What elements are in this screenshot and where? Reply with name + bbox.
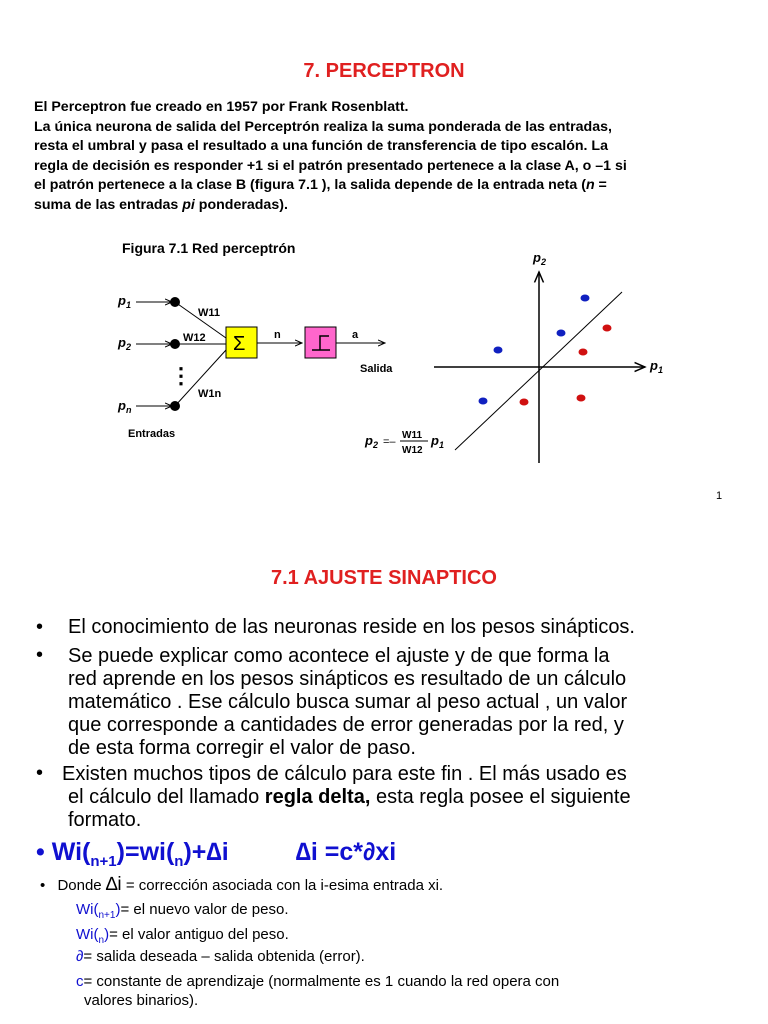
bullet-icon: • <box>36 644 44 666</box>
svg-text:p2: $p_2$ <box>365 433 378 450</box>
definition-new-weight: $Wi(_{n+1})=$ el nuevo valor de peso. <box>76 901 289 921</box>
output-label: Salida <box>360 363 393 375</box>
boundary-equation <box>364 430 444 456</box>
bullet-text-line: Existen muchos tipos de cálculo para este fin . El más usado es <box>62 763 627 785</box>
net-input-label: n <box>274 329 281 341</box>
class-a-point <box>579 349 588 356</box>
intro-line: regla de decisión es responder +1 si el patrón presentado pertenece a la clase A, o –1 si <box>34 157 627 174</box>
definition-old-weight: $Wi(_n)=$ el valor antiguo del peso. <box>76 926 289 946</box>
y-axis-label: $p_2$ <box>533 250 546 267</box>
weight-label-w12: W12 <box>183 332 206 344</box>
x-axis-label: $p_1$ <box>650 358 663 375</box>
input-p1 <box>117 293 180 310</box>
intro-line: el patrón pertenece a la clase B (figura 7.1 ), la salida depende de la entrada neta (n = <box>34 177 607 193</box>
input-p2 <box>117 335 180 352</box>
definition-learning-rate: c= constante de aprendizaje (normalmente es 1 cuando la red opera con valores binarios). <box>76 973 560 1009</box>
svg-text:W11: W11 <box>402 430 423 441</box>
class-b-point <box>494 347 503 354</box>
class-a-point <box>577 395 586 402</box>
svg-text:pn: $p_n$ <box>118 398 132 415</box>
bullet-text-line: Se puede explicar como acontece el ajuste y de que forma la <box>68 645 610 667</box>
donde-line: • Donde ∆i = corrección asociada con la i-esima entrada xi. <box>40 874 444 895</box>
svg-text:p2: $p_2$ <box>118 335 131 352</box>
svg-text:W12: W12 <box>402 445 423 456</box>
bullet-text-line: que corresponde a cantidades de error generadas por la red, y <box>68 714 624 736</box>
bullet-text: El conocimiento de las neuronas reside en los pesos sinápticos. <box>68 616 635 638</box>
intro-line: resta el umbral y pasa el resultado a una función de transferencia de tipo escalón. La <box>34 138 608 154</box>
class-b-point <box>479 398 488 405</box>
input-ellipsis: ⋮ <box>170 363 192 388</box>
class-b-point <box>581 295 590 302</box>
class-a-point <box>520 399 529 406</box>
bullet-text-line: matemático . Ese cálculo busca sumar al peso actual , un valor <box>68 691 628 713</box>
class-b-point <box>557 330 566 337</box>
bullet-icon: • <box>36 616 44 638</box>
intro-line: suma de las entradas pi ponderadas). <box>34 196 288 213</box>
weight-label-w11: W11 <box>198 307 221 319</box>
bullet-icon: • <box>36 762 44 784</box>
definition-error: ∂= salida deseada – salida obtenida (error). <box>76 948 365 965</box>
decision-plot <box>364 250 663 463</box>
intro-line: El Perceptron fue creado en 1957 por Frank Rosenblatt. <box>34 99 409 115</box>
intro-line: La única neurona de salida del Perceptrón realiza la suma ponderada de las entradas, <box>34 118 612 135</box>
section-title-ajuste-sinaptico: 7.1 AJUSTE SINAPTICO <box>271 567 497 589</box>
svg-text:p1: $p_1$ <box>431 433 444 450</box>
delta-rule-formula: • $Wi(_{n+1})=wi(_n)+\Delta i$ ∆i =c*∂xi <box>36 838 397 870</box>
weight-label-w1n: W1n <box>198 388 222 400</box>
sigma-icon: Σ <box>233 333 246 355</box>
section-title-perceptron: 7. PERCEPTRON <box>303 60 465 82</box>
page-number: 1 <box>716 490 723 502</box>
svg-text:p1: $p_1$ <box>118 293 131 310</box>
input-pn <box>117 398 180 415</box>
inputs-label: Entradas <box>128 428 176 440</box>
output-a-label: a <box>352 329 359 341</box>
svg-text:=–: =– <box>383 436 396 448</box>
class-a-point <box>603 325 612 332</box>
bullet-text-line: de esta forma corregir el valor de paso. <box>68 737 416 759</box>
figure-caption: Figura 7.1 Red perceptrón <box>122 240 296 256</box>
bullet-text-line: red aprende en los pesos sinápticos es resultado de un cálculo <box>68 668 627 690</box>
